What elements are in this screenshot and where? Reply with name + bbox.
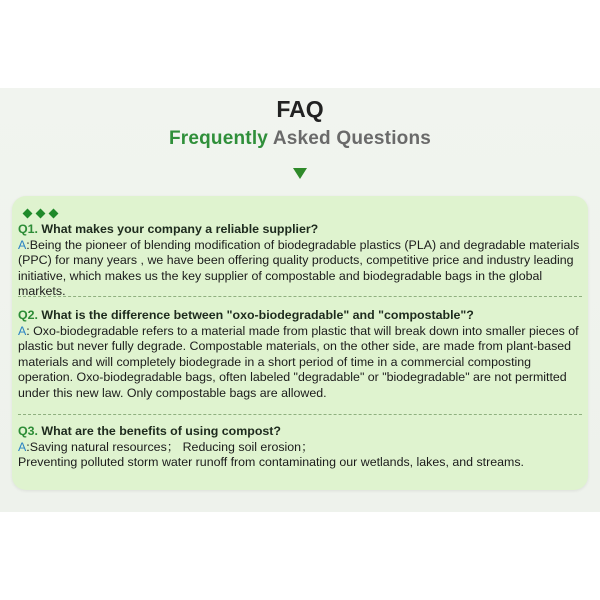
question-text: What are the benefits of using compost? xyxy=(37,424,281,438)
diamond-icon xyxy=(36,209,46,219)
question-number: Q1. xyxy=(18,222,38,236)
answer-text: :Saving natural resources； Reducing soil erosion； xyxy=(26,439,314,454)
page-subtitle xyxy=(0,128,600,150)
faq-answer xyxy=(18,238,584,300)
answer-label: A xyxy=(18,237,27,252)
faq-question xyxy=(18,424,584,440)
diamond-icon xyxy=(23,209,33,219)
answer-text: : Oxo-biodegradable refers to a material made from plastic that will break down into smaller pieces of plastic but never fully degrade. Compostable materials, on the other side, are made from plant-based materials and will completely biodegrade in a short period of time in a commercial composting operation. Oxo-biodegradable bags, often labeled "degradable" or "biodegradable" are not permitted under this new law. Only compostable bags are allowed. xyxy=(18,323,579,400)
faq-item-2 xyxy=(18,308,584,402)
faq-card xyxy=(12,196,588,490)
faq-question xyxy=(18,308,584,324)
diamond-dots-icon xyxy=(24,204,63,214)
answer-text-line2: Preventing polluted storm water runoff from contaminating our wetlands, lakes, and streams. xyxy=(18,455,524,470)
question-text: What makes your company a reliable supplier? xyxy=(37,222,319,236)
subtitle-gray: Asked Questions xyxy=(268,128,432,149)
down-arrow-icon xyxy=(293,168,307,179)
divider xyxy=(18,296,582,297)
question-text: What is the difference between "oxo-biodegradable" and "compostable"? xyxy=(37,308,474,322)
faq-panel xyxy=(0,88,600,512)
question-number: Q3. xyxy=(18,424,38,438)
diamond-icon xyxy=(49,209,59,219)
faq-item-3 xyxy=(18,424,584,471)
faq-answer xyxy=(18,440,584,456)
answer-label: A xyxy=(18,439,27,454)
page-title: FAQ xyxy=(276,96,324,122)
divider xyxy=(18,414,582,415)
subtitle-green: Frequently xyxy=(168,128,269,149)
question-number: Q2. xyxy=(18,308,38,322)
faq-answer xyxy=(18,324,584,402)
answer-label: A xyxy=(18,323,27,338)
answer-text: :Being the pioneer of blending modification of biodegradable plastics (PLA) and degradable materials (PPC) for many years , we have been offering quality products, competitive price and industry leading initiative, which makes us the key supplier of compostable and biodegradable bags in the global markets. xyxy=(18,237,580,299)
faq-item-1 xyxy=(18,222,584,300)
faq-question xyxy=(18,222,584,238)
